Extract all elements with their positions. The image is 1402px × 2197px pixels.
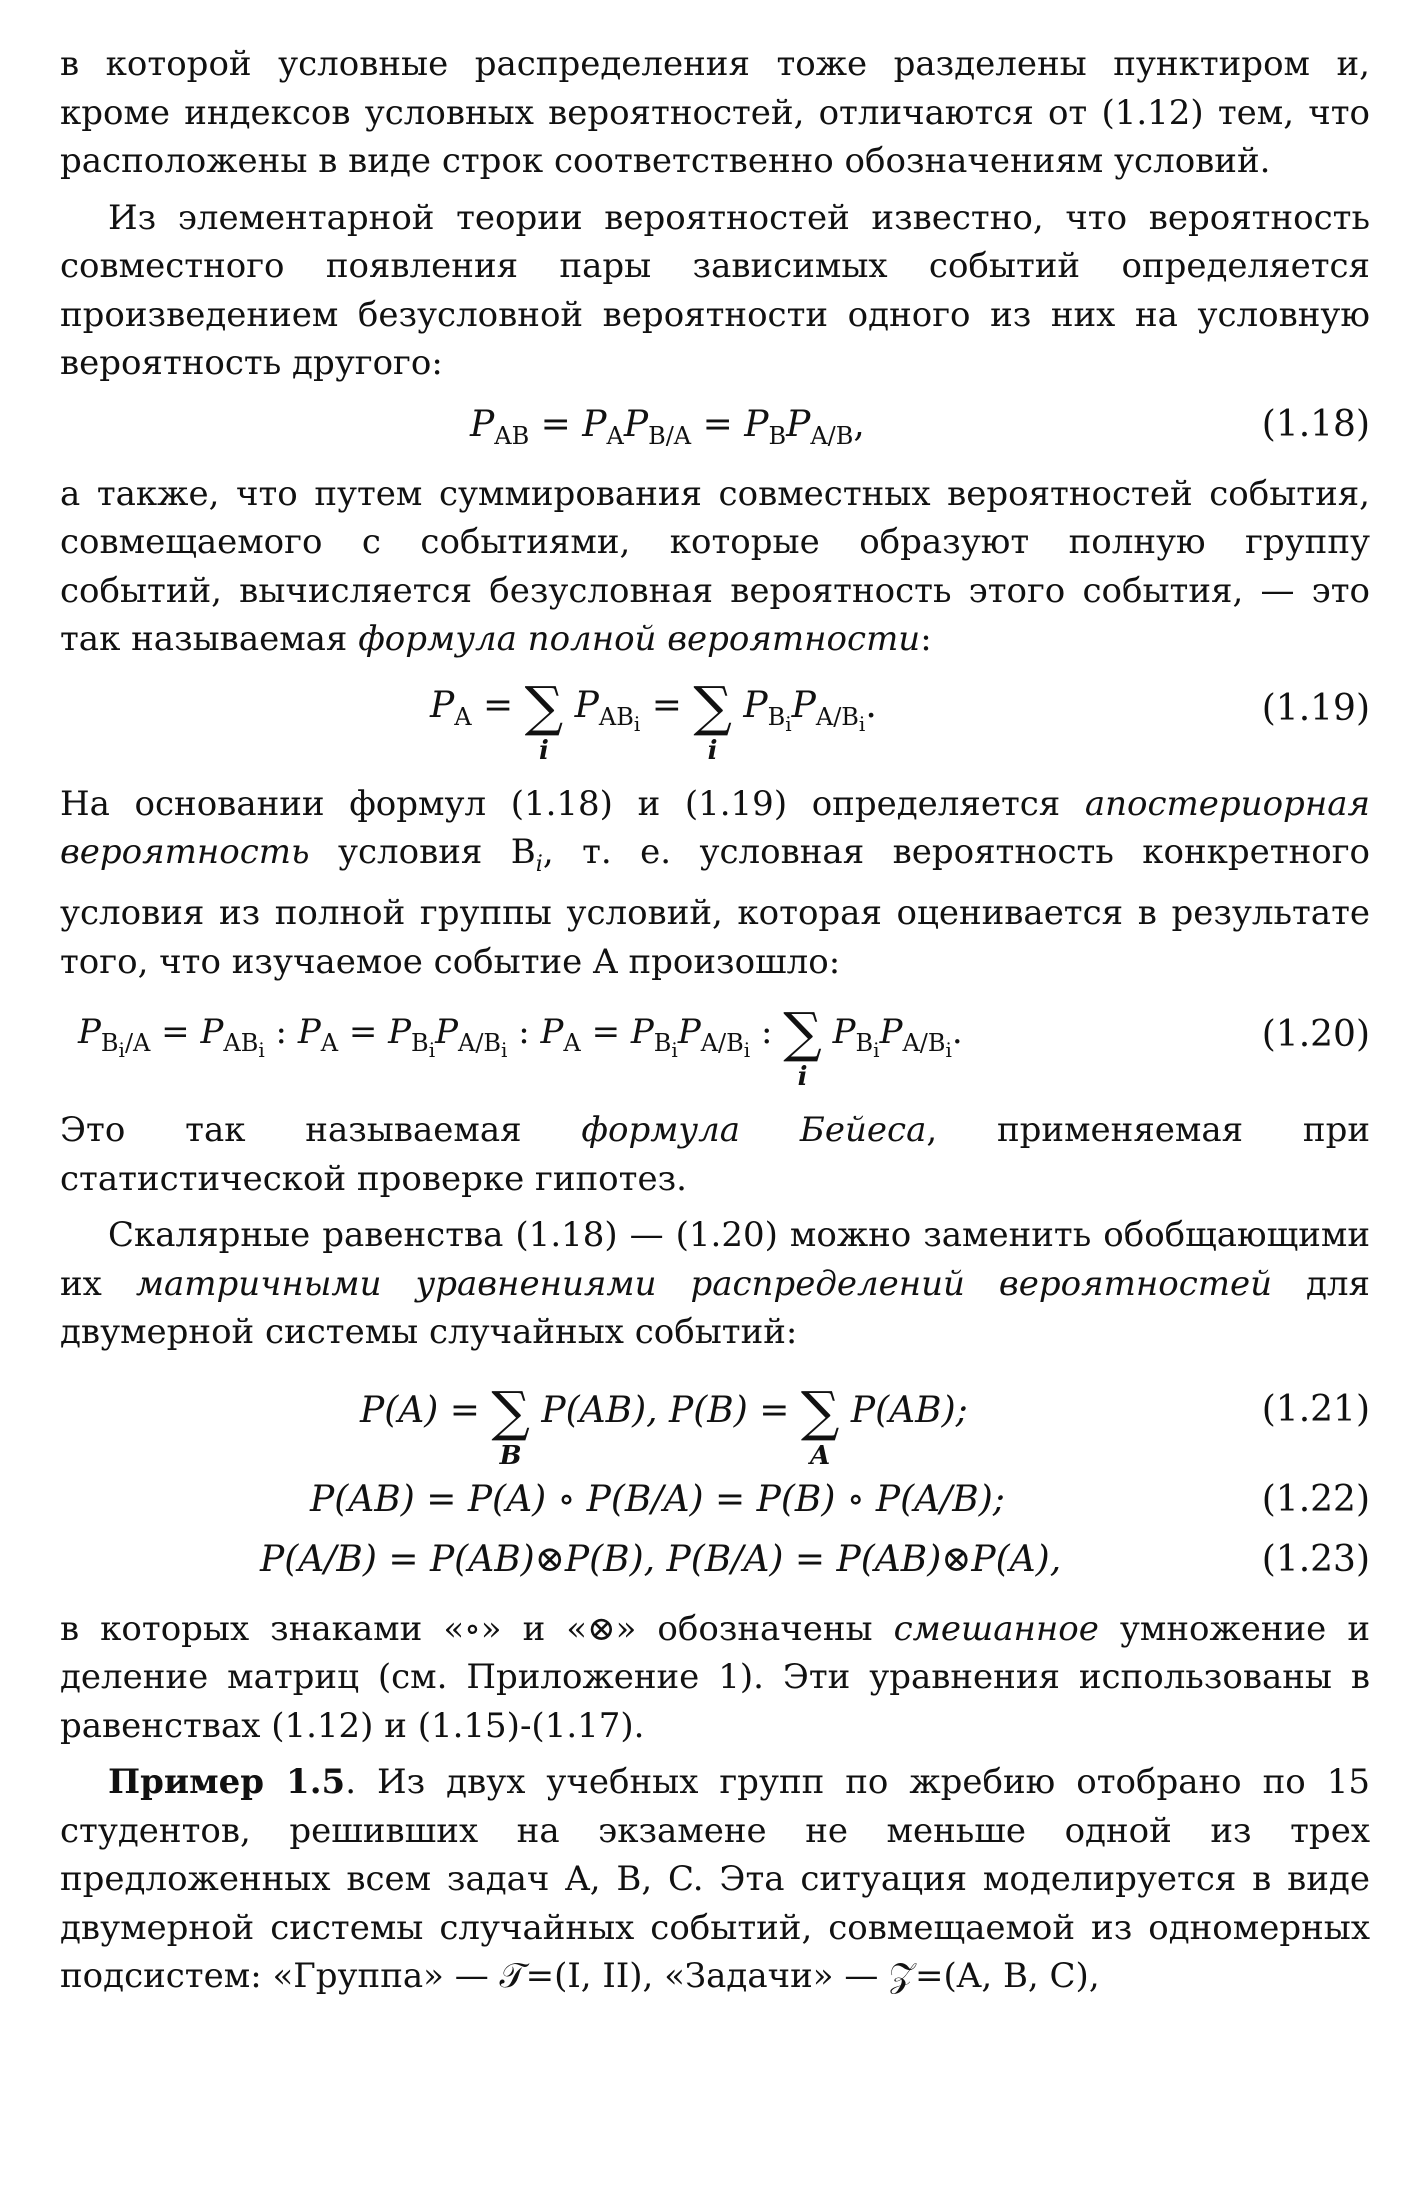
equation-number: (1.22): [1261, 1478, 1370, 1520]
equation-number: (1.21): [1261, 1388, 1370, 1430]
equation-number: (1.18): [1261, 403, 1370, 445]
paragraph-4: [60, 780, 1370, 987]
paragraph-6: [60, 1211, 1370, 1357]
equation-1-23-body: P(A/B) = P(AB)⊗P(B), P(B/A) = P(AB)⊗P(A),: [260, 1538, 1062, 1580]
paragraph-6-end: для двумерной системы случайных событий:: [60, 1263, 1370, 1353]
paragraph-8: [60, 1758, 1370, 2001]
paragraph-6-text: Скалярные равенства (1.18) — (1.20) можно заменить обобщающими их: [60, 1215, 1370, 1304]
paragraph-3-text: а также, что путем суммирования совместных вероятностей события, совмещаемого с событиями, которые образуют полную группу событий, вычисляется безусловная вероятность этого события, — это так называемая: [60, 473, 1370, 659]
paragraph-2: [60, 194, 1370, 388]
equation-1-18-body: $P_{AB} = P_AP_{B/A} = P_BP_{A/B}$,: [470, 403, 865, 450]
equation-1-20-body: $P_{B_i/A} = P_{AB_i}$ : $P_A = P_{B_i}P_{A/B_i}$ : $P_A = P_{B_i}P_{A/B_i}$ : ∑ i $P_{B_i}P_{A/B_i}$.: [78, 1001, 963, 1093]
equation-number: (1.23): [1261, 1538, 1370, 1580]
term-matrix-equations: матричными уравнениями распределений вероятностей: [135, 1263, 1272, 1304]
equation-1-21-body: P(A) = ∑ B P(AB), P(B) = ∑ A P(AB);: [360, 1379, 968, 1471]
paragraph-7-end: умножение и деление матриц (см. Приложение 1). Эти уравнения использованы в равенствах (1.12) и (1.15)-(1.17).: [60, 1608, 1370, 1746]
paragraph-4-end: , т. е. условная вероятность конкретного условия из полной группы условий, которая оценивается в результате того, что изучаемое событие A произошло:: [60, 832, 1370, 982]
paragraph-7: [60, 1605, 1370, 1751]
paragraph-1: [60, 40, 1370, 186]
paragraph-2-text: Из элементарной теории вероятностей известно, что вероятность совместного появления пары зависимых событий определяется произведением безусловной вероятности одного из них на условную вероятность другого:: [60, 197, 1370, 383]
equation-1-20: [60, 996, 1370, 1106]
term-mixed: смешанное: [893, 1608, 1099, 1649]
equation-1-19-body: $P_A$ = ∑ i $P_{AB_i}$ = ∑ i $P_{B_i}P_{A/B_i}$.: [430, 674, 877, 766]
equation-number: (1.20): [1261, 1014, 1370, 1056]
paragraph-3: [60, 470, 1370, 664]
equation-1-21: [60, 1375, 1370, 1479]
paragraph-7-text: в которых знаками «∘» и «⊗» обозначены: [60, 1608, 894, 1649]
paragraph-4-mid: условия B: [309, 832, 536, 872]
paragraph-1-text: в которой условные распределения тоже разделены пунктиром и, кроме индексов условных вероятностей, отличаются от (1.12) тем, что расположены в виде строк соответственно обозначениям условий.: [60, 44, 1370, 181]
page: [60, 40, 1370, 2001]
equation-1-23: [60, 1535, 1370, 1605]
example-label: Пример 1.5: [108, 1762, 346, 1803]
paragraph-5: [60, 1106, 1370, 1203]
paragraph-3-end: :: [920, 619, 932, 659]
equation-1-22-body: P(AB) = P(A) ∘ P(B/A) = P(B) ∘ P(A/B);: [310, 1478, 1005, 1520]
equation-1-19: [60, 670, 1370, 780]
term-total-probability: формула полной вероятности: [358, 619, 921, 659]
term-posterior-probability: апостериорная вероятность: [60, 783, 1370, 872]
equation-1-18: [60, 396, 1370, 462]
paragraph-5-end: , применяемая при статистической проверке гипотез.: [60, 1110, 1370, 1199]
equation-1-22: [60, 1479, 1370, 1535]
paragraph-4-text: На основании формул (1.18) и (1.19) определяется: [60, 783, 1085, 824]
paragraph-8-text: . Из двух учебных групп по жребию отобрано по 15 студентов, решивших на экзамене не меньше одной из трех предложенных всем задач A, B, C. Эта ситуация моделируется в виде двумерной системы случайных событий, совмещаемой из одномерных подсистем: «Группа» — 𝒯=(I, II), «Задачи» — 𝒵=(A, B, C),: [60, 1762, 1370, 1997]
term-bayes-formula: формула Бейеса: [581, 1110, 927, 1151]
paragraph-5-text: Это так называемая: [60, 1110, 582, 1151]
index-i: i: [535, 851, 543, 877]
equation-number: (1.19): [1261, 687, 1370, 729]
